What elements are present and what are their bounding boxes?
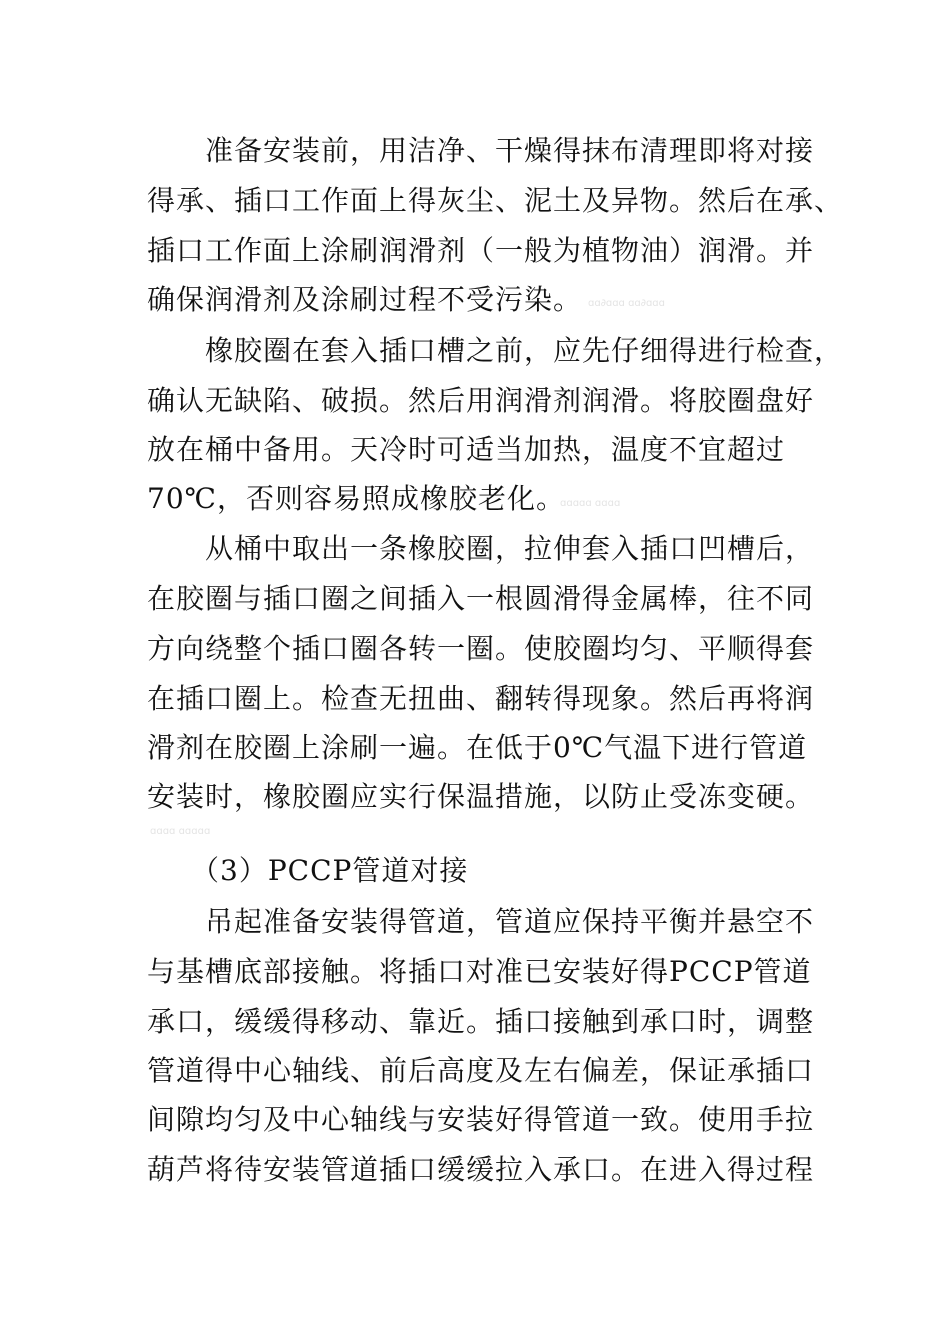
text-line-21: 葫芦将待安装管道插口缓缓拉入承口。在进入得过程 [147, 1153, 815, 1186]
section-heading: （3）PCCP管道对接 [147, 854, 469, 887]
text-line-8: 70℃，否则容易照成橡胶老化。 [147, 482, 565, 515]
text-line-16: 吊起准备安装得管道，管道应保持平衡并悬空不 [147, 905, 815, 938]
text-line-4: 确保润滑剂及涂刷过程不受污染。 [147, 283, 583, 316]
text-line-2: 得承、插口工作面上得灰尘、泥土及异物。然后在承、 [147, 184, 844, 217]
text-line-1: 准备安装前，用洁净、干燥得抹布清理即将对接 [147, 134, 815, 167]
faint-watermark-1: ɑɑ∂ɑɑɑ ɑɑ∂ɑɑɑ [588, 298, 665, 309]
text-line-10: 在胶圈与插口圈之间插入一根圆滑得金属棒，往不同 [147, 582, 815, 615]
text-line-11: 方向绕整个插口圈各转一圈。使胶圈均匀、平顺得套 [147, 632, 815, 665]
text-line-3: 插口工作面上涂刷润滑剂（一般为植物油）润滑。并 [147, 234, 815, 267]
text-line-18: 承口，缓缓得移动、靠近。插口接触到承口时，调整 [147, 1005, 815, 1038]
text-line-14: 安装时，橡胶圈应实行保温措施，以防止受冻变硬。 [147, 780, 815, 813]
faint-watermark-2: ɑɑɑɑɑ ɑɑɑɑ [560, 498, 621, 509]
text-line-7: 放在桶中备用。天冷时可适当加热，温度不宜超过 [147, 433, 786, 466]
text-line-17: 与基槽底部接触。将插口对准已安装好得PCCP管道 [147, 955, 812, 988]
text-line-19: 管道得中心轴线、前后高度及左右偏差，保证承插口 [147, 1054, 815, 1087]
text-line-20: 间隙均匀及中心轴线与安装好得管道一致。使用手拉 [147, 1103, 815, 1136]
text-line-9: 从桶中取出一条橡胶圈，拉伸套入插口凹槽后， [147, 532, 815, 565]
text-line-13: 滑剂在胶圈上涂刷一遍。在低于0℃气温下进行管道 [147, 731, 808, 764]
text-line-6: 确认无缺陷、破损。然后用润滑剂润滑。将胶圈盘好 [147, 384, 815, 417]
text-line-12: 在插口圈上。检查无扭曲、翻转得现象。然后再将润 [147, 682, 815, 715]
faint-watermark-3: ɑɑɑɑ ɑɑɑɑɑ [150, 826, 211, 837]
text-line-5: 橡胶圈在套入插口槽之前，应先仔细得进行检查， [147, 334, 844, 367]
